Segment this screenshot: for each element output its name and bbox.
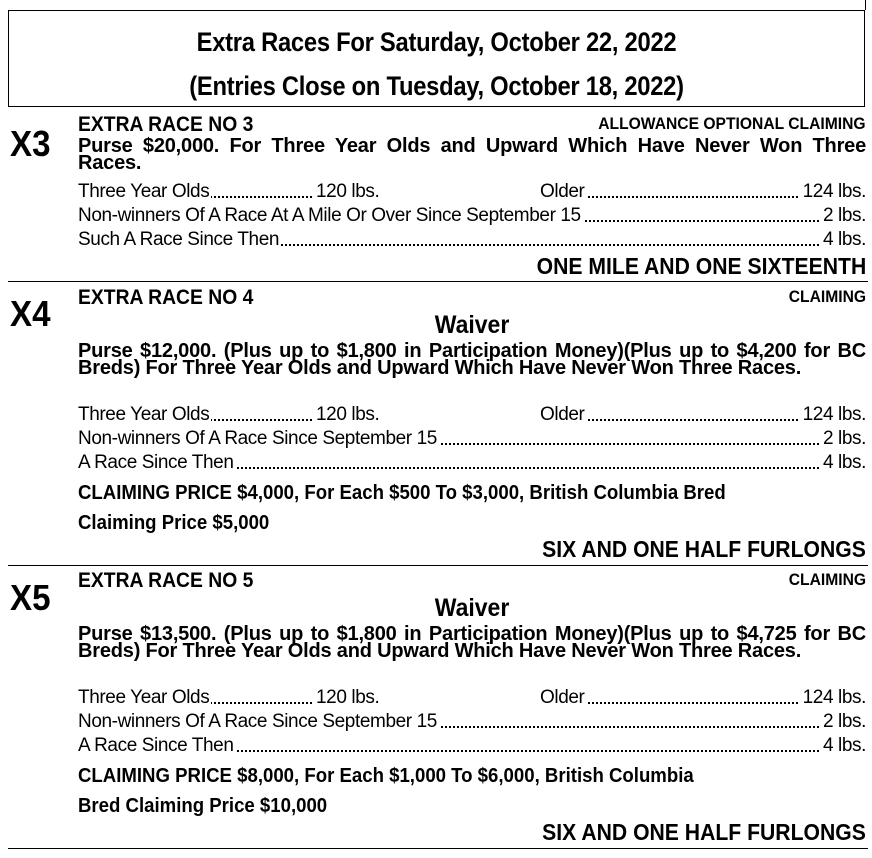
allowance-row <box>78 231 866 249</box>
claiming-price: CLAIMING PRICE $8,000, For Each $1,000 To $6,000, British Columbia <box>78 765 694 787</box>
weights-three-year-olds-lbs: 120 lbs. <box>316 181 380 202</box>
race-type: CLAIMING <box>788 287 866 306</box>
weights-older-label: Older <box>540 404 585 425</box>
weights-older-lbs: 124 lbs. <box>800 689 866 706</box>
allowance-label: Non-winners Of A Race At A Mile Or Over Since September 15 <box>78 205 581 226</box>
allowance-lbs: 2 lbs. <box>820 713 866 730</box>
weights-row <box>78 406 866 424</box>
race-distance: ONE MILE AND ONE SIXTEENTH <box>536 253 866 279</box>
claiming-price: CLAIMING PRICE $4,000, For Each $500 To $3,000, British Columbia Bred <box>78 482 726 504</box>
claiming-price-bc: Bred Claiming Price $10,000 <box>78 795 328 817</box>
allowance-row <box>78 207 866 225</box>
race-title: EXTRA RACE NO 4 <box>78 286 254 309</box>
allowance-lbs: 2 lbs. <box>820 430 866 447</box>
weights-three-year-olds-lbs: 120 lbs. <box>316 687 380 708</box>
allowance-lbs: 4 lbs. <box>820 737 866 754</box>
race-purse: Purse $20,000. For Three Year Olds and Upward Which Have Never Won Three Races. <box>78 135 866 174</box>
allowance-row <box>78 454 866 472</box>
header-box <box>8 10 865 107</box>
weights-older-label: Older <box>540 181 585 202</box>
weights-three-year-olds-label: Three Year Olds <box>78 181 210 202</box>
page-title: Extra Races For Saturday, October 22, 2022 <box>196 27 677 57</box>
race-divider <box>8 281 868 282</box>
allowance-row <box>78 430 866 448</box>
allowance-label: Such A Race Since Then <box>78 229 280 250</box>
race-id: X4 <box>10 293 51 334</box>
weights-older-lbs: 124 lbs. <box>800 406 866 423</box>
race-type: CLAIMING <box>788 570 866 589</box>
race-purse: Purse $12,000. (Plus up to $1,800 in Participation Money)(Plus up to $4,200 for BC Breds) For Three Year Olds and Upward Which Have Never Won Three Races. <box>78 340 866 379</box>
race-purse: Purse $13,500. (Plus up to $1,800 in Participation Money)(Plus up to $4,725 for BC Breds) For Three Year Olds and Upward Which Have Never Won Three Races. <box>78 623 866 662</box>
weights-three-year-olds-label: Three Year Olds <box>78 404 210 425</box>
race-divider <box>8 565 868 566</box>
allowance-lbs: 2 lbs. <box>820 207 866 224</box>
allowance-label: Non-winners Of A Race Since September 15 <box>78 428 437 449</box>
claiming-price-bc: Claiming Price $5,000 <box>78 512 270 534</box>
race-id: X5 <box>10 577 51 618</box>
race-divider <box>8 848 868 849</box>
waiver-heading: Waiver <box>434 594 510 622</box>
allowance-row <box>78 713 866 731</box>
allowance-label: A Race Since Then <box>78 452 234 473</box>
allowance-lbs: 4 lbs. <box>820 231 866 248</box>
allowance-label: A Race Since Then <box>78 735 234 756</box>
race-distance: SIX AND ONE HALF FURLONGS <box>542 819 866 845</box>
weights-row <box>78 183 866 201</box>
race-title: EXTRA RACE NO 3 <box>78 113 254 136</box>
header-corner-line <box>865 0 866 10</box>
entries-close-subtitle: (Entries Close on Tuesday, October 18, 2022) <box>189 71 684 101</box>
allowance-lbs: 4 lbs. <box>820 454 866 471</box>
waiver-heading: Waiver <box>434 311 510 339</box>
allowance-row <box>78 737 866 755</box>
weights-three-year-olds-lbs: 120 lbs. <box>316 404 380 425</box>
race-title: EXTRA RACE NO 5 <box>78 569 254 592</box>
weights-older-lbs: 124 lbs. <box>800 183 866 200</box>
race-id: X3 <box>10 123 51 164</box>
weights-row <box>78 689 866 707</box>
race-distance: SIX AND ONE HALF FURLONGS <box>542 536 866 562</box>
race-type: ALLOWANCE OPTIONAL CLAIMING <box>598 114 866 133</box>
weights-older-label: Older <box>540 687 585 708</box>
allowance-label: Non-winners Of A Race Since September 15 <box>78 711 437 732</box>
weights-three-year-olds-label: Three Year Olds <box>78 687 210 708</box>
